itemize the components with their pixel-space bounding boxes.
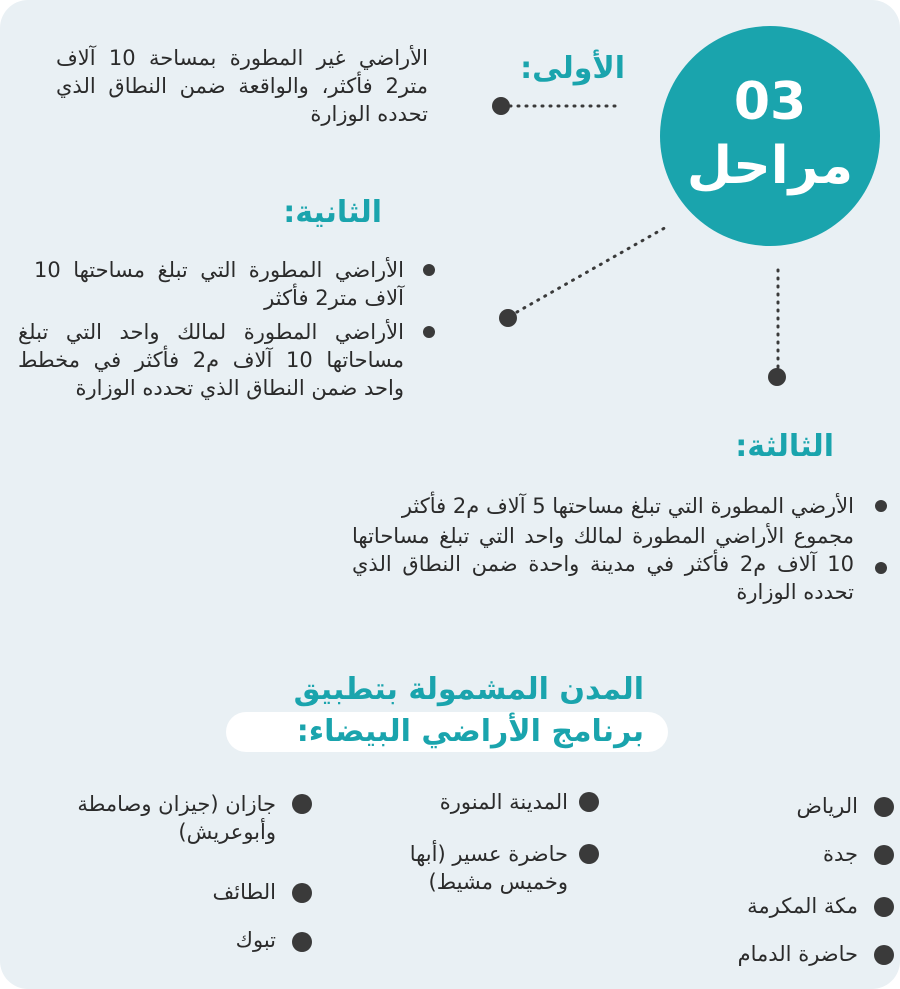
city-bullet [579,844,599,864]
stage-second-bullet-1 [423,264,435,276]
city-item: مكة المكرمة [747,894,858,918]
city-item: حاضرة عسير (أبها وخميس مشيط) [409,842,568,894]
stage-third-bullet-1 [875,500,887,512]
stage-second-bullet-2 [423,326,435,338]
cities-title-line-1: المدن المشمولة بتطبيق [293,672,644,707]
city-bullet [292,794,312,814]
stage-second-item-2: الأراضي المطورة لمالك واحد التي تبلغ مساحاتها 10 آلاف م2 فأكثر في مخطط واحد ضمن النطاق الذي تحدده الوزارة [18,320,405,400]
city-item: الرياض [796,794,858,818]
city-item: جازان (جيزان وصامطة وأبوعريش) [77,792,276,844]
cities-title-line-2: برنامج الأراضي البيضاء: [296,714,644,749]
stages-circle [660,26,880,246]
stage-second-heading: الثانية: [283,195,382,230]
city-bullet [874,797,894,817]
stage-third-heading: الثالثة: [735,429,834,464]
stage-third-item-2: مجموع الأراضي المطورة لمالك واحد التي تبلغ مساحاتها 10 آلاف م2 فأكثر في مدينة واحدة ضمن النطاق الذي تحدده الوزارة [352,524,854,604]
stage-third-bullet-2 [875,562,887,574]
city-item: الطائف [212,880,276,904]
stage-second-item-1: الأراضي المطورة التي تبلغ مساحتها 10 آلاف متر2 فأكثر [34,258,404,310]
connector-second [510,226,668,316]
stage-first-heading: الأولى: [520,51,625,86]
stage-first-text: الأراضي غير المطورة بمساحة 10 آلاف متر2 فأكثر، والواقعة ضمن النطاق الذي تحدده الوزارة [56,46,428,126]
city-item: جدة [822,842,858,866]
connector-dot-first [492,97,510,115]
connector-dot-second [499,309,517,327]
city-item: المدينة المنورة [439,790,568,814]
city-bullet [874,845,894,865]
stages-label: مراحل [686,136,854,196]
city-bullet [874,945,894,965]
city-bullet [874,897,894,917]
city-bullet [292,883,312,903]
city-item: حاضرة الدمام [737,942,858,966]
city-item: تبوك [235,928,276,952]
city-bullet [292,932,312,952]
connector-dot-third [768,368,786,386]
stages-count: 03 [733,72,807,132]
stage-third-item-1: الأرضي المطورة التي تبلغ مساحتها 5 آلاف م2 فأكثر [401,494,854,518]
city-bullet [579,792,599,812]
